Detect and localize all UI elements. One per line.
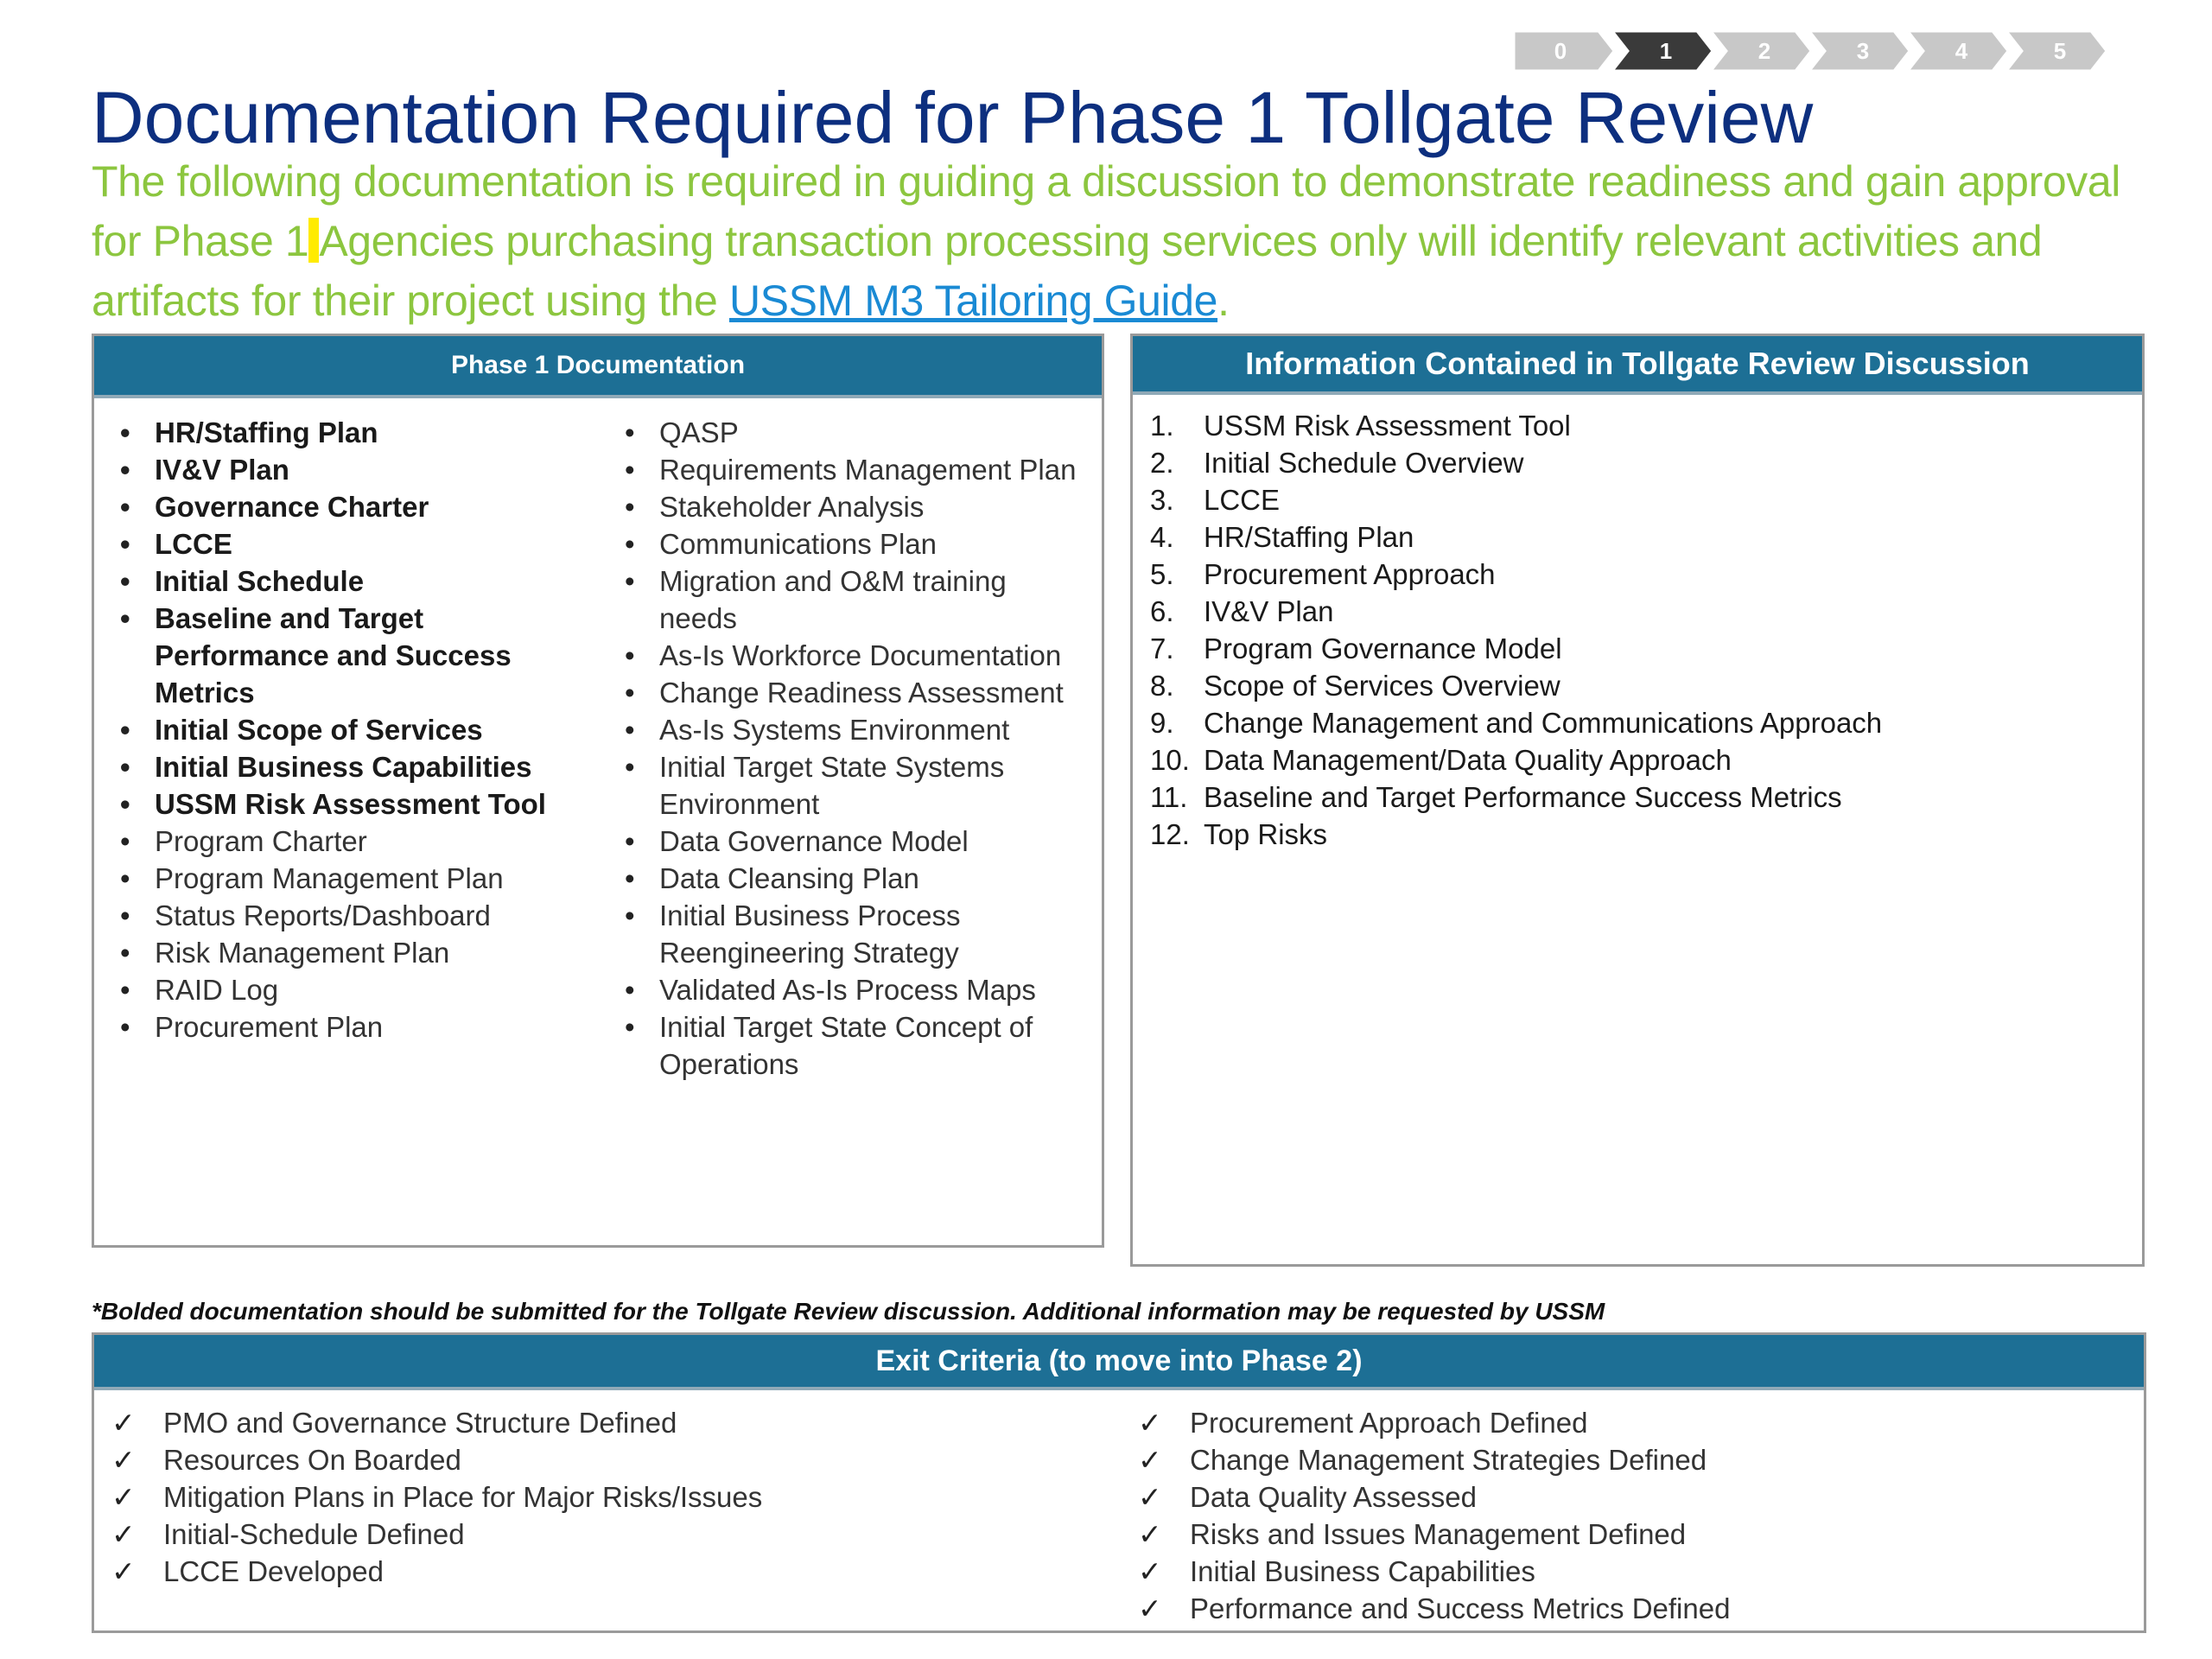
item-number: 9. (1150, 707, 1174, 739)
tollgate-info-item (1150, 593, 2118, 630)
phase1-doc-item: • LCCE (111, 525, 578, 563)
phase-step-label: 0 (1554, 38, 1567, 64)
phase1-doc-item: • Initial Target State Systems Environment (616, 748, 1083, 823)
phase1-doc-item: • Stakeholder Analysis (616, 488, 1083, 525)
phase1-doc-item: • Requirements Management Plan (616, 451, 1083, 488)
exit-criteria-header: Exit Criteria (to move into Phase 2) (94, 1335, 2144, 1390)
phase1-doc-item: • Communications Plan (616, 525, 1083, 563)
item-label: USSM Risk Assessment Tool (1204, 410, 1571, 442)
exit-criterion (94, 1553, 1088, 1590)
exit-criterion-label: Procurement Approach Defined (1190, 1407, 1588, 1439)
phase1-doc-item: • As-Is Workforce Documentation (616, 637, 1083, 674)
phase-stepper (1514, 29, 2110, 73)
phase-step-label: 1 (1659, 38, 1673, 64)
tollgate-info-header: Information Contained in Tollgate Review Discussion (1133, 336, 2142, 395)
exit-criterion (94, 1404, 1088, 1441)
exit-criteria-left-list (94, 1404, 1088, 1590)
phase1-doc-item: • Initial Target State Concept of Operations (616, 1008, 1083, 1083)
phase1-doc-item: • Initial Business Capabilities (111, 748, 578, 785)
exit-criteria-right-list (1121, 1404, 2114, 1627)
exit-criterion (94, 1478, 1088, 1516)
exit-criterion (1121, 1553, 2114, 1590)
item-number: 3. (1150, 484, 1174, 516)
phase-stepper-chevrons (1514, 29, 2110, 73)
item-label: Scope of Services Overview (1204, 670, 1560, 702)
phase1-doc-item: • Initial Business Process Reengineering Strategy (616, 897, 1083, 971)
item-number: 8. (1150, 670, 1174, 702)
exit-criterion (94, 1441, 1088, 1478)
phase1-docs-column-1 (111, 414, 578, 1046)
phase1-doc-item: • HR/Staffing Plan (111, 414, 578, 451)
item-label: Program Governance Model (1204, 632, 1562, 664)
exit-criterion-label: PMO and Governance Structure Defined (163, 1407, 677, 1439)
checkmark-icon: ✓ (111, 1481, 136, 1513)
exit-criterion (1121, 1441, 2114, 1478)
tollgate-info-item (1150, 518, 2118, 556)
tollgate-info-item (1150, 704, 2118, 741)
tollgate-info-list (1150, 407, 2118, 853)
exit-criterion-label: Data Quality Assessed (1190, 1481, 1477, 1513)
highlight-marker (308, 218, 319, 263)
item-label: Procurement Approach (1204, 558, 1496, 590)
bold-documentation-note: *Bolded documentation should be submitted for the Tollgate Review discussion. Additional information may be requested by USSM (92, 1298, 1605, 1325)
phase-step-label: 4 (1955, 38, 1968, 64)
checkmark-icon: ✓ (1138, 1444, 1162, 1476)
phase1-doc-item: • Governance Charter (111, 488, 578, 525)
checkmark-icon: ✓ (111, 1407, 136, 1439)
phase1-doc-item: • Procurement Plan (111, 1008, 578, 1046)
page-title: Documentation Required for Phase 1 Tollgate Review (92, 77, 1814, 158)
phase-step-label: 2 (1758, 38, 1771, 64)
item-number: 2. (1150, 447, 1174, 479)
phase1-doc-item: • Validated As-Is Process Maps (616, 971, 1083, 1008)
item-label: Baseline and Target Performance Success Metrics (1204, 781, 1842, 813)
phase1-docs-column-2 (616, 414, 1083, 1083)
phase-step-label: 3 (1856, 38, 1870, 64)
item-label: Data Management/Data Quality Approach (1204, 744, 1732, 776)
phase1-doc-item: • Program Charter (111, 823, 578, 860)
item-number: 12. (1150, 818, 1190, 850)
checkmark-icon: ✓ (111, 1555, 136, 1587)
exit-criterion-label: Performance and Success Metrics Defined (1190, 1592, 1731, 1624)
exit-criterion (1121, 1478, 2114, 1516)
phase1-doc-item: • RAID Log (111, 971, 578, 1008)
checkmark-icon: ✓ (1138, 1592, 1162, 1624)
tollgate-info-item (1150, 556, 2118, 593)
checkmark-icon: ✓ (1138, 1518, 1162, 1550)
phase1-documentation-header: Phase 1 Documentation (94, 336, 1102, 398)
exit-criteria-panel (92, 1332, 2146, 1633)
tollgate-info-item (1150, 481, 2118, 518)
phase1-doc-item: • Baseline and Target Performance and Success Metrics (111, 600, 578, 711)
tollgate-info-item (1150, 630, 2118, 667)
item-number: 11. (1150, 781, 1188, 813)
phase1-doc-item: • Initial Scope of Services (111, 711, 578, 748)
phase1-doc-item: • Program Management Plan (111, 860, 578, 897)
item-number: 1. (1150, 410, 1174, 442)
phase1-documentation-panel (92, 334, 1104, 1248)
exit-criterion (1121, 1590, 2114, 1627)
tollgate-info-item (1150, 667, 2118, 704)
item-number: 10. (1150, 744, 1190, 776)
phase1-doc-item: • Initial Schedule (111, 563, 578, 600)
checkmark-icon: ✓ (1138, 1407, 1162, 1439)
phase1-doc-item: • Change Readiness Assessment (616, 674, 1083, 711)
intro-text-middle: Agencies purchasing transaction processing services only will identify relevant activities and artifacts for their project using the (92, 217, 2043, 325)
phase-step-label: 5 (2053, 38, 2067, 64)
intro-text-after: . (1217, 276, 1230, 325)
item-label: Initial Schedule Overview (1204, 447, 1524, 479)
tailoring-guide-link[interactable]: USSM M3 Tailoring Guide (728, 276, 1218, 325)
phase1-doc-item: • QASP (616, 414, 1083, 451)
item-number: 5. (1150, 558, 1174, 590)
tollgate-info-item (1150, 444, 2118, 481)
phase1-doc-item: • Status Reports/Dashboard (111, 897, 578, 934)
tollgate-info-item (1150, 407, 2118, 444)
item-label: LCCE (1204, 484, 1281, 516)
exit-criterion-label: Risks and Issues Management Defined (1190, 1518, 1687, 1550)
checkmark-icon: ✓ (1138, 1481, 1162, 1513)
item-label: HR/Staffing Plan (1204, 521, 1414, 553)
phase1-doc-item: • Risk Management Plan (111, 934, 578, 971)
intro-text-before: The following documentation is required in guiding a discussion to demonstrate readiness and gain approval for Phase 1 (92, 157, 2120, 265)
item-number: 7. (1150, 632, 1174, 664)
checkmark-icon: ✓ (1138, 1555, 1162, 1587)
checkmark-icon: ✓ (111, 1518, 136, 1550)
exit-criterion-label: Initial-Schedule Defined (163, 1518, 465, 1550)
exit-criterion-label: Resources On Boarded (163, 1444, 461, 1476)
phase1-doc-item: • Data Governance Model (616, 823, 1083, 860)
tollgate-info-item (1150, 741, 2118, 779)
phase1-doc-item: • Migration and O&M training needs (616, 563, 1083, 637)
item-number: 6. (1150, 595, 1174, 627)
item-label: IV&V Plan (1204, 595, 1334, 627)
exit-criterion-label: LCCE Developed (163, 1555, 384, 1587)
tollgate-info-panel (1130, 334, 2145, 1267)
checkmark-icon: ✓ (111, 1444, 136, 1476)
exit-criterion (94, 1516, 1088, 1553)
item-label: Change Management and Communications Approach (1204, 707, 1883, 739)
phase1-doc-item: • USSM Risk Assessment Tool (111, 785, 578, 823)
tollgate-info-item (1150, 779, 2118, 816)
exit-criterion-label: Change Management Strategies Defined (1190, 1444, 1707, 1476)
exit-criterion (1121, 1404, 2114, 1441)
exit-criterion-label: Initial Business Capabilities (1190, 1555, 1535, 1587)
tollgate-info-item (1150, 816, 2118, 853)
intro-paragraph (92, 152, 2165, 331)
item-label: Top Risks (1204, 818, 1328, 850)
item-number: 4. (1150, 521, 1174, 553)
phase1-doc-item: • As-Is Systems Environment (616, 711, 1083, 748)
phase1-doc-item: • Data Cleansing Plan (616, 860, 1083, 897)
exit-criterion-label: Mitigation Plans in Place for Major Risks/Issues (163, 1481, 763, 1513)
exit-criterion (1121, 1516, 2114, 1553)
phase1-doc-item: • IV&V Plan (111, 451, 578, 488)
